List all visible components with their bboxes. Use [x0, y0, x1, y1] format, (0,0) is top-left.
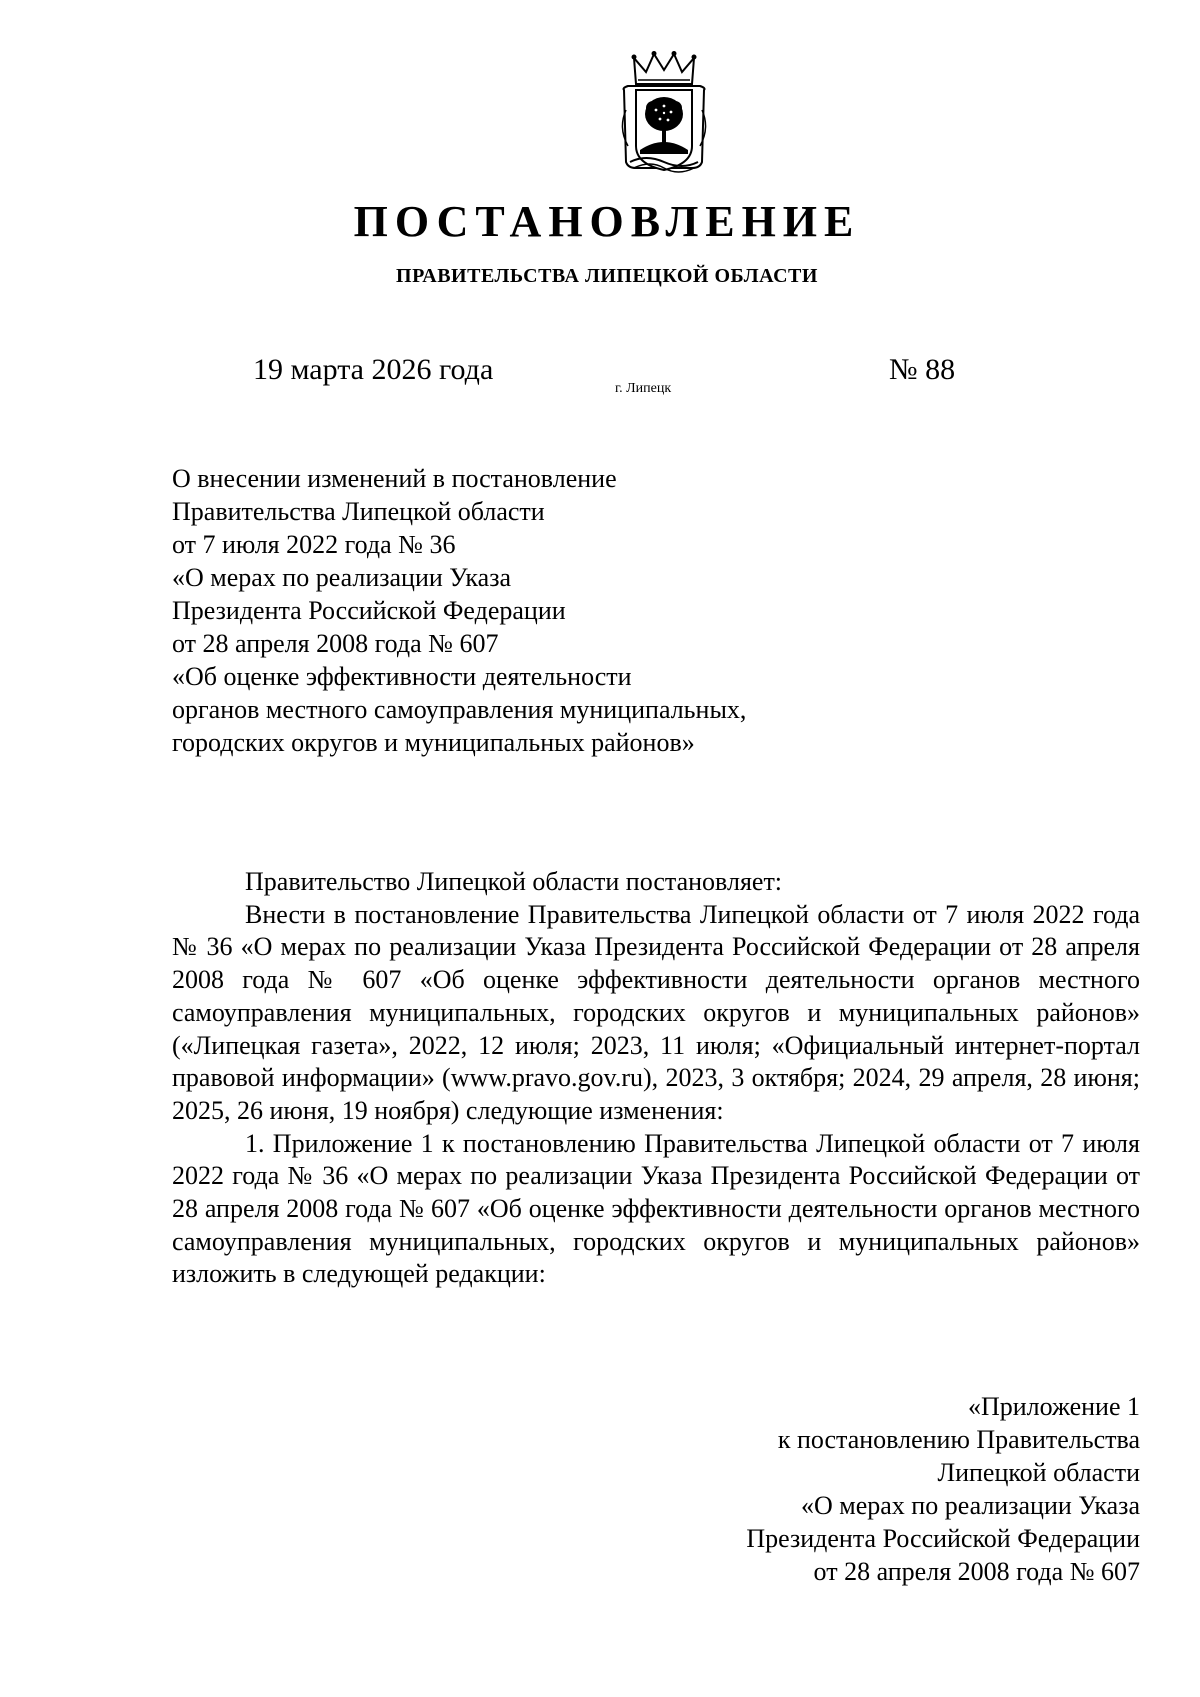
title-line: от 7 июля 2022 года № 36	[172, 530, 456, 559]
appendix-line: Президента Российской Федерации	[746, 1524, 1140, 1553]
title-line: О внесении изменений в постановление	[172, 464, 617, 493]
body-paragraph: 1. Приложение 1 к постановлению Правительства Липецкой области от 7 июля 2022 года № 36 «О мерах по реализации Указа Президента Российской Федерации от 28 апреля 2008 года № 607 «Об оценке эффективности деятельности органов местного самоуправления муниципальных, городских округов и муниципальных районов» изложить в следующей редакции:	[172, 1128, 1140, 1289]
title-line: «Об оценке эффективности деятельности	[172, 662, 632, 691]
title-line: городских округов и муниципальных районов»	[172, 728, 695, 757]
title-line: от 28 апреля 2008 года № 607	[172, 629, 499, 658]
document-title	[172, 462, 872, 759]
appendix-line: к постановлению Правительства	[777, 1425, 1140, 1454]
document-place: г. Липецк	[615, 381, 672, 396]
appendix-line: от 28 апреля 2008 года № 607	[813, 1557, 1140, 1586]
title-line: Правительства Липецкой области	[172, 497, 545, 526]
appendix-line: «Приложение 1	[967, 1392, 1140, 1421]
document-body	[172, 866, 1140, 1291]
document-number: № 88	[889, 353, 956, 386]
document-type-heading: ПОСТАНОВЛЕНИЕ	[353, 197, 861, 246]
issuer-heading: ПРАВИТЕЛЬСТВА ЛИПЕЦКОЙ ОБЛАСТИ	[396, 265, 818, 287]
body-paragraph: Внести в постановление Правительства Липецкой области от 7 июля 2022 года № 36 «О мерах по реализации Указа Президента Российской Федерации от 28 апреля 2008 года № 607 «Об оценке эффективности деятельности органов местного самоуправления муниципальных, городских округов и муниципальных районов» («Липецкая газета», 2022, 12 июля; 2023, 11 июля; «Официальный интернет-портал правовой информации» (www.pravo.gov.ru), 2023, 3 октября; 2024, 29 апреля, 28 июня; 2025, 26 июня, 19 ноября) следующие изменения:	[172, 899, 1140, 1125]
title-line: органов местного самоуправления муниципальных,	[172, 695, 747, 724]
title-line: «О мерах по реализации Указа	[172, 563, 512, 592]
appendix-header	[540, 1390, 1140, 1588]
appendix-line: «О мерах по реализации Указа	[800, 1491, 1140, 1520]
title-line: Президента Российской Федерации	[172, 596, 566, 625]
preamble-paragraph: Правительство Липецкой области постановляет:	[245, 867, 783, 896]
lipetsk-oblast-coat-of-arms-icon	[620, 50, 708, 180]
document-date: 19 марта 2026 года	[253, 353, 494, 386]
appendix-line: Липецкой области	[937, 1458, 1140, 1487]
